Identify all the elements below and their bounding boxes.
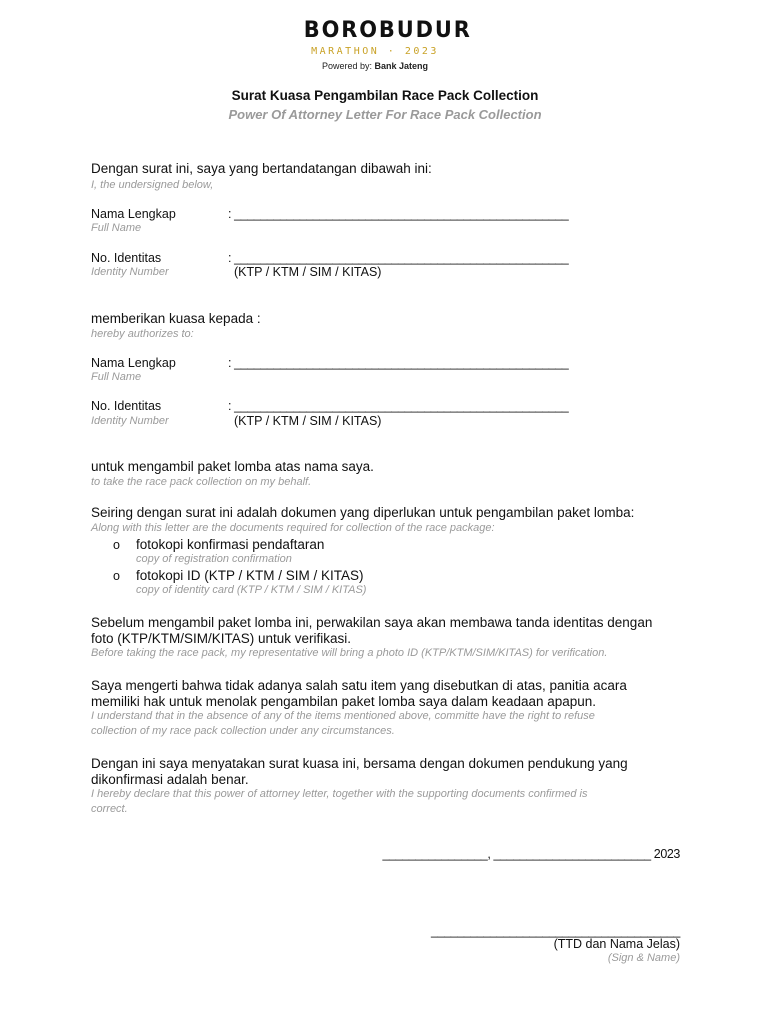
sponsor-name: Bank Jateng <box>374 61 429 71</box>
bullet-icon: o <box>113 538 120 552</box>
bullet-icon: o <box>113 569 120 583</box>
document-subtitle: Power Of Attorney Letter For Race Pack Collection <box>228 107 542 122</box>
understanding-translation-2: collection of my race pack collection under any circumstances. <box>91 725 395 737</box>
signature-line[interactable]: ______________________________________ <box>431 924 680 938</box>
authorize-text: memberikan kuasa kepada : <box>91 311 261 326</box>
grantee-id-note: (KTP / KTM / SIM / KITAS) <box>234 414 382 428</box>
grantee-name-field[interactable]: : ___________________________________________________ <box>228 356 569 370</box>
verification-translation: Before taking the race pack, my representative will bring a photo ID (KTP/KTM/SIM/KITAS) for verification. <box>91 647 608 659</box>
documents-translation: Along with this letter are the documents required for collection of the race package: <box>91 522 495 534</box>
document-item: fotokopi ID (KTP / KTM / SIM / KITAS) <box>136 568 364 583</box>
grantor-name-label: Nama Lengkap <box>91 207 176 221</box>
logo-wordmark: BOROBUDUR <box>303 18 472 43</box>
intro-text: Dengan surat ini, saya yang bertandatangan dibawah ini: <box>91 161 432 176</box>
intro-translation: I, the undersigned below, <box>91 179 214 191</box>
document-item: fotokopi konfirmasi pendaftaran <box>136 537 325 552</box>
date-field[interactable]: ________________, ________________________ 2023 <box>382 847 680 861</box>
declaration-translation-2: correct. <box>91 803 128 815</box>
verification-line-1: Sebelum mengambil paket lomba ini, perwakilan saya akan membawa tanda identitas dengan <box>91 615 653 630</box>
grantee-id-field[interactable]: : ___________________________________________________ <box>228 399 569 413</box>
documents-text: Seiring dengan surat ini adalah dokumen yang diperlukan untuk pengambilan paket lomba: <box>91 505 635 520</box>
declaration-line-1: Dengan ini saya menyatakan surat kuasa ini, bersama dengan dokumen pendukung yang <box>91 756 628 771</box>
document-item-translation: copy of registration confirmation <box>136 553 292 565</box>
logo-powered-by <box>300 61 450 72</box>
signature-label: (TTD dan Nama Jelas) <box>553 937 680 951</box>
understanding-translation-1: I understand that in the absence of any of the items mentioned above, committe have the right to refuse <box>91 710 595 722</box>
grantee-name-label: Nama Lengkap <box>91 356 176 370</box>
verification-line-2: foto (KTP/KTM/SIM/KITAS) untuk verifikasi. <box>91 631 352 646</box>
declaration-line-2: dikonfirmasi adalah benar. <box>91 772 249 787</box>
purpose-text: untuk mengambil paket lomba atas nama saya. <box>91 459 374 474</box>
grantor-id-field[interactable]: : ___________________________________________________ <box>228 251 569 265</box>
understanding-line-2: memiliki hak untuk menolak pengambilan paket lomba saya dalam keadaan apapun. <box>91 694 597 709</box>
grantee-id-label: No. Identitas <box>91 399 162 413</box>
grantor-id-label-en: Identity Number <box>91 266 169 278</box>
logo-subtitle: MARATHON · 2023 <box>311 46 439 57</box>
grantor-id-note: (KTP / KTM / SIM / KITAS) <box>234 265 382 279</box>
powered-by-label: Powered by: <box>321 61 372 71</box>
declaration-translation-1: I hereby declare that this power of attorney letter, together with the supporting documents confirmed is <box>91 788 588 800</box>
grantor-name-field[interactable]: : ___________________________________________________ <box>228 207 569 221</box>
grantor-name-label-en: Full Name <box>91 222 142 234</box>
understanding-line-1: Saya mengerti bahwa tidak adanya salah satu item yang disebutkan di atas, panitia acara <box>91 678 627 693</box>
signature-label-en: (Sign & Name) <box>607 952 680 964</box>
grantor-id-label: No. Identitas <box>91 251 162 265</box>
purpose-translation: to take the race pack collection on my behalf. <box>91 476 312 488</box>
document-title: Surat Kuasa Pengambilan Race Pack Collection <box>231 88 539 103</box>
authorize-translation: hereby authorizes to: <box>91 328 194 340</box>
event-logo <box>300 18 472 72</box>
grantee-name-label-en: Full Name <box>91 371 142 383</box>
grantee-id-label-en: Identity Number <box>91 415 169 427</box>
document-item-translation: copy of identity card (KTP / KTM / SIM / KITAS) <box>136 584 367 596</box>
